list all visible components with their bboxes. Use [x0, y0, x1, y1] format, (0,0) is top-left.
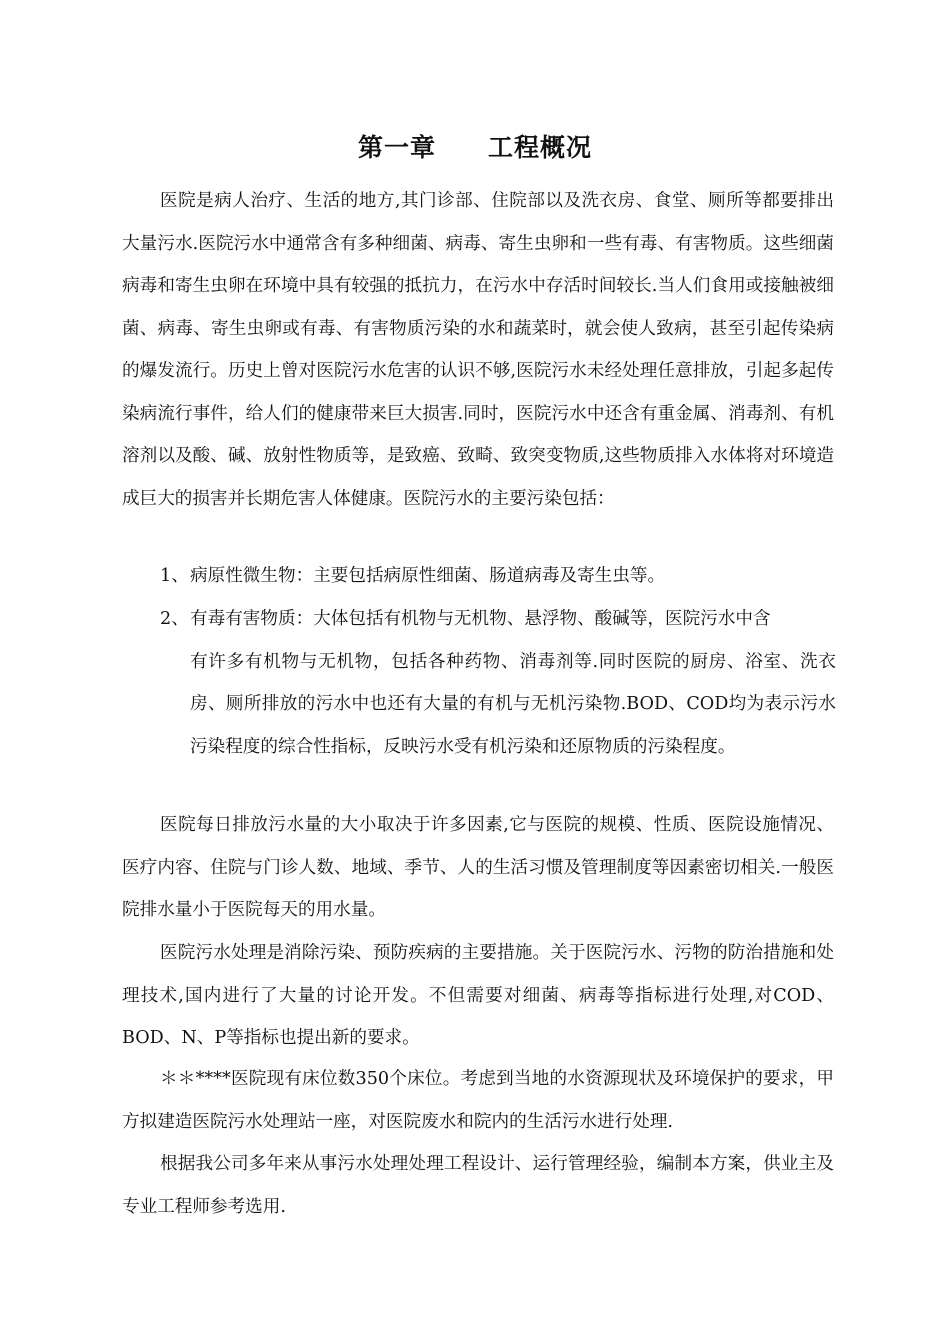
paragraph-discharge: 医院每日排放污水量的大小取决于许多因素,它与医院的规模、性质、医院设施情况、医疗内容、住院与门诊人数、地域、季节、人的生活习惯及管理制度等因素密切相关.一般医院排水量小于医院每天的用水量。 — [122, 815, 834, 920]
list-item-2-number: 2、 — [160, 609, 189, 629]
paragraph-treatment: 医院污水处理是消除污染、预防疾病的主要措施。关于医院污水、污物的防治措施和处理技术,国内进行了大量的讨论开发。不但需要对细菌、病毒等指标进行处理,对COD、BOD、N、P等指标也提出新的要求。 — [122, 943, 834, 1048]
paragraph-hospital-beds: ＊＊****医院现有床位数350个床位。考虑到当地的水资源现状及环境保护的要求，甲方拟建造医院污水处理站一座，对医院废水和院内的生活污水进行处理. — [122, 1069, 834, 1132]
chapter-title — [0, 128, 950, 168]
chapter-name: 工程概况 — [488, 133, 593, 162]
list-item-2 — [160, 598, 836, 768]
paragraph-company: 根据我公司多年来从事污水处理处理工程设计、运行管理经验，编制本方案，供业主及专业工程师参考选用. — [122, 1154, 834, 1217]
list-item-1-number: 1、 — [160, 566, 189, 586]
list-item-1-text: 病原性微生物：主要包括病原性细菌、肠道病毒及寄生虫等。 — [190, 566, 666, 586]
list-item-1 — [160, 555, 836, 598]
list-item-2-first-line: 有毒有害物质：大体包括有机物与无机物、悬浮物、酸碱等，医院污水中含 — [190, 609, 771, 629]
chapter-number: 第一章 — [357, 133, 436, 162]
paragraph-intro: 医院是病人治疗、生活的地方,其门诊部、住院部以及洗衣房、食堂、厕所等都要排出大量污水.医院污水中通常含有多种细菌、病毒、寄生虫卵和一些有毒、有害物质。这些细菌病毒和寄生虫卵在环境中具有较强的抵抗力，在污水中存活时间较长.当人们食用或接触被细菌、病毒、寄生虫卵或有毒、有害物质污染的水和蔬菜时，就会使人致病，甚至引起传染病的爆发流行。历史上曾对医院污水危害的认识不够,医院污水未经处理任意排放，引起多起传染病流行事件，给人们的健康带来巨大损害.同时，医院污水中还含有重金属、消毒剂、有机溶剂以及酸、碱、放射性物质等，是致癌、致畸、致突变物质,这些物质排入水体将对环境造成巨大的损害并长期危害人体健康。医院污水的主要污染包括： — [122, 191, 834, 509]
list-item-2-continuation: 有许多有机物与无机物，包括各种药物、消毒剂等.同时医院的厨房、浴室、洗衣房、厕所排放的污水中也还有大量的有机与无机污染物.BOD、COD均为表示污水污染程度的综合性指标，反映污水受有机污染和还原物质的污染程度。 — [190, 651, 836, 757]
